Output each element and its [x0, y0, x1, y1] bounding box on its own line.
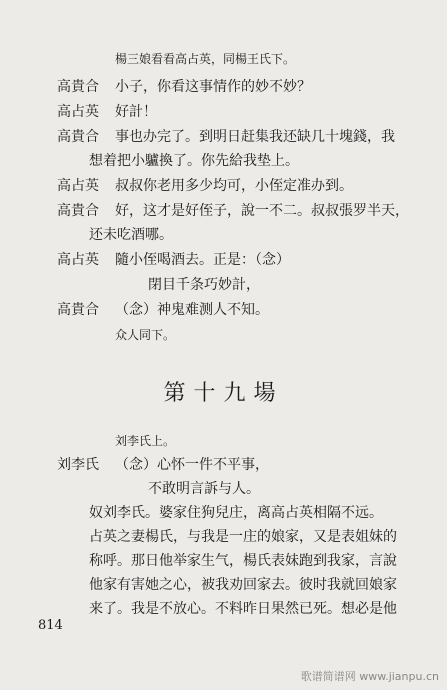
text-line: 占英之妻楊氏，与我是一庄的娘家，又是表姐妹的 [89, 529, 397, 545]
stage-direction: 楊三娘看看高占英，同楊王氏下。 [115, 52, 296, 66]
speaker-name: 高占英 [57, 178, 99, 194]
speaker-name: 高貴合 [57, 302, 99, 318]
speech-text: 好，这才是好侄子，說一不二。叔叔張罗半天， [115, 203, 409, 219]
speaker-name: 刘李氏 [57, 457, 99, 473]
text-line: 奴刘李氏。婆家住狗兒庄，离高占英相隔不远。 [89, 505, 383, 521]
speech-text: （念）神鬼难测人不知。 [115, 302, 269, 318]
speaker-name: 高貴合 [57, 129, 99, 145]
text-line: 想着把小驢換了。你先給我垫上。 [89, 153, 299, 169]
text-line: 还未吃酒哪。 [89, 227, 173, 243]
speech-text: 事也办完了。到明日赶集我还缺几十塊錢，我 [115, 129, 395, 145]
speech-text: （念）心怀一件不平事， [115, 457, 269, 473]
speaker-name: 高占英 [57, 252, 99, 268]
speech-text: 隨小侄喝酒去。正是：（念） [115, 252, 290, 268]
watermark: 歌谱简谱网 www.jianpu.cn [300, 670, 439, 683]
text-line: 来了。我是不放心。不料昨日果然已死。想必是他 [89, 601, 397, 617]
stage-direction: 刘李氏上。 [115, 434, 176, 448]
speech-text: 小子，你看这事情作的妙不妙？ [115, 79, 311, 95]
speaker-name: 高貴合 [57, 79, 99, 95]
text-line: 称呼。那日他举家生气，楊氏表妹跑到我家，言說 [89, 553, 397, 569]
text-line: 閉目千条巧妙計， [148, 277, 260, 293]
text-line: 他家有害她之心，被我劝回家去。彼时我就回娘家 [89, 577, 397, 593]
speaker-name: 高貴合 [57, 203, 99, 219]
scene-title: 第十九場 [163, 381, 284, 406]
text-line: 不敢明言訴与人。 [148, 481, 260, 497]
speech-text: 叔叔你老用多少均可，小侄定准办到。 [115, 178, 353, 194]
page-number: 814 [38, 618, 63, 633]
speaker-name: 高占英 [57, 104, 99, 120]
speech-text: 好計！ [115, 104, 157, 120]
stage-direction: 众人同下。 [115, 328, 176, 342]
